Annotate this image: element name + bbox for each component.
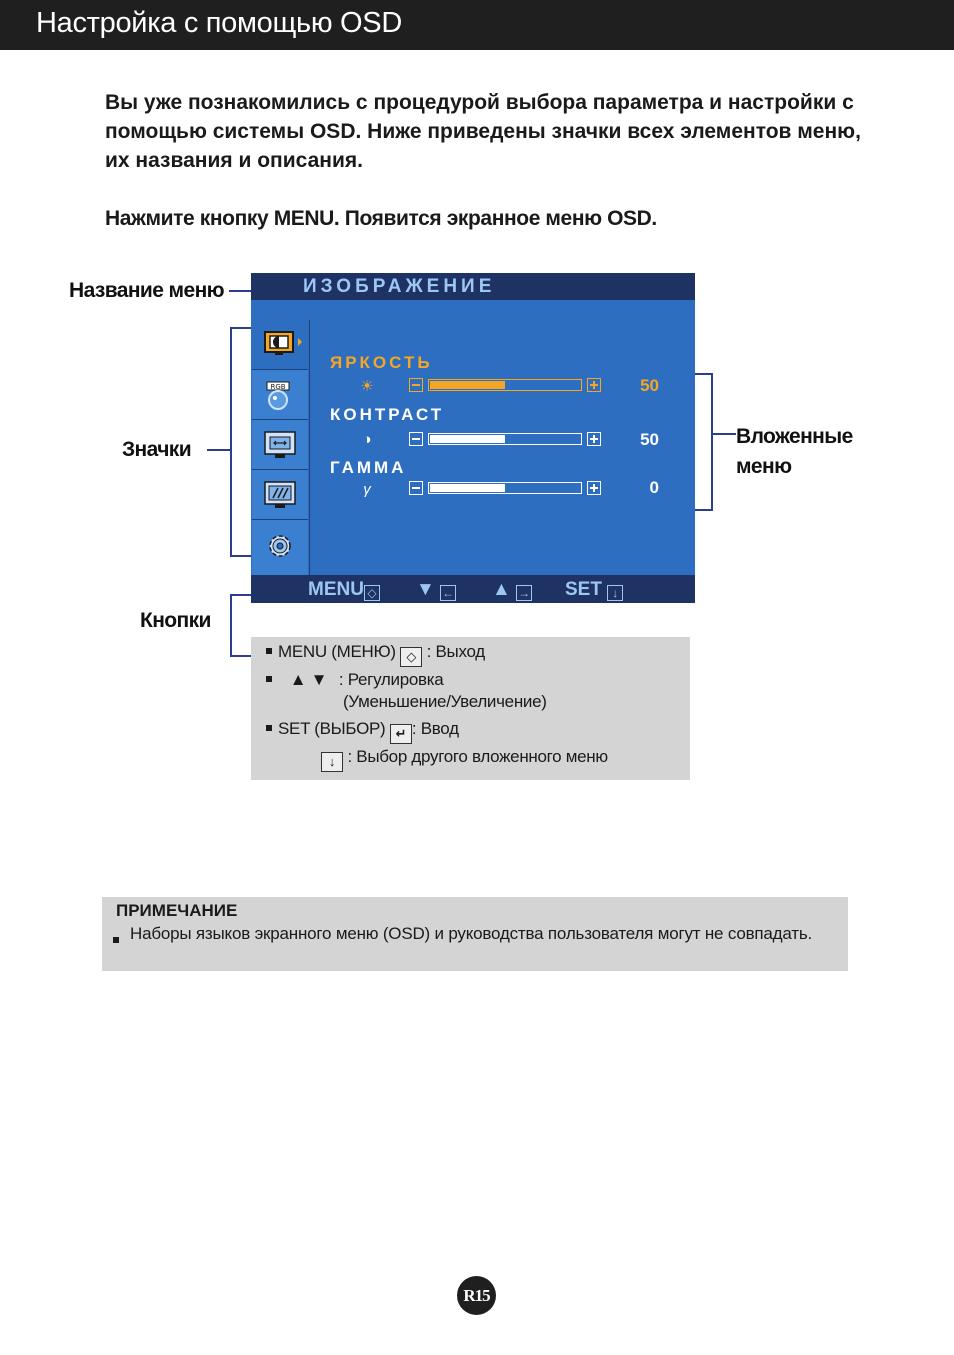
callout-line-icons — [207, 449, 231, 451]
minus-icon — [409, 432, 423, 446]
exit-icon: ◇ — [400, 647, 422, 667]
callout-buttons: Кнопки — [140, 609, 211, 632]
exit-icon: ◇ — [364, 585, 380, 601]
button-legend — [251, 637, 690, 780]
callout-menu-name: Название меню — [69, 279, 224, 302]
brightness-value: 50 — [640, 376, 659, 395]
down-key-icon: ↓ — [321, 752, 343, 772]
contrast-value: 50 — [640, 430, 659, 449]
intro-paragraph: Вы уже познакомились с процедурой выбора параметра и настройки с помощью системы OSD. Ниже приведены значки всех элементов меню, их названия и описания. — [105, 91, 861, 172]
callout-line-menu-name — [229, 290, 253, 292]
plus-icon — [587, 432, 601, 446]
osd-title-bar — [251, 273, 695, 300]
slider-fill — [430, 435, 505, 443]
slider-fill — [430, 381, 505, 389]
tracking-icon[interactable] — [252, 420, 308, 470]
legend-set-desc: : Ввод — [411, 719, 459, 738]
brightness-slider[interactable] — [409, 378, 605, 394]
bracket-buttons-top — [230, 594, 252, 596]
bullet — [266, 676, 272, 682]
bracket-buttons — [230, 594, 232, 656]
bracket-icons-bottom — [230, 555, 252, 557]
bracket-icons — [230, 327, 232, 556]
bullet — [266, 648, 272, 654]
note-title: ПРИМЕЧАНИЕ — [116, 901, 238, 920]
sun-icon: ☀ — [360, 378, 374, 395]
osd-icon-column — [251, 320, 310, 575]
bracket-submenus — [711, 373, 713, 511]
legend-next-desc: : Выбор другого вложенного меню — [347, 747, 608, 766]
osd-button-bar — [251, 575, 695, 603]
slider-track — [428, 433, 582, 445]
brightness-label: ЯРКОСТЬ — [330, 353, 433, 372]
slider-fill — [430, 484, 505, 492]
legend-menu — [266, 642, 485, 667]
gamma-value: 0 — [649, 478, 659, 497]
slider-track — [428, 482, 582, 494]
contrast-label: КОНТРАСТ — [330, 405, 445, 424]
legend-adjust — [266, 670, 443, 690]
bullet — [266, 725, 272, 731]
down-arrow-icon: ▼ — [416, 579, 435, 600]
header-bar — [0, 0, 954, 50]
legend-menu-label: MENU (МЕНЮ) — [278, 642, 396, 661]
plus-icon — [587, 481, 601, 495]
note-box — [102, 897, 848, 971]
picture-icon[interactable] — [252, 320, 308, 370]
menu-button[interactable] — [308, 579, 380, 601]
down-button[interactable] — [416, 579, 456, 601]
note-text: Наборы языков экранного меню (OSD) и руководства пользователя могут не совпадать. — [130, 924, 813, 943]
callout-icons: Значки — [122, 438, 192, 461]
bullet — [113, 937, 119, 943]
menu-button-label: MENU — [308, 579, 364, 600]
instruction-text: Нажмите кнопку MENU. Появится экранное меню OSD. — [105, 207, 657, 230]
rgb-label: RGB — [270, 383, 286, 391]
page-number: R15 — [457, 1276, 496, 1315]
osd-menu-screen — [251, 273, 695, 603]
contrast-icon: ◑ — [362, 431, 372, 448]
legend-set — [266, 719, 459, 744]
gear-icon[interactable] — [252, 520, 308, 575]
set-button[interactable] — [565, 579, 623, 601]
setup-icon[interactable] — [252, 470, 308, 520]
gamma-icon: γ — [363, 481, 371, 498]
rgb-color-icon[interactable] — [252, 370, 308, 420]
legend-set-label: SET (ВЫБОР) — [278, 719, 386, 738]
up-down-arrows-icon: ▲ ▼ — [289, 670, 328, 689]
up-arrow-icon: ▲ — [492, 579, 511, 600]
slider-track — [428, 379, 582, 391]
callout-submenus: Вложенные меню — [736, 425, 853, 478]
minus-icon — [409, 481, 423, 495]
minus-icon — [409, 378, 423, 392]
legend-next — [321, 747, 608, 772]
bracket-buttons-bottom — [230, 655, 252, 657]
osd-menu-title: ИЗОБРАЖЕНИЕ — [303, 276, 496, 297]
legend-adjust-desc2: (Уменьшение/Увеличение) — [343, 692, 547, 711]
down-key-icon: ↓ — [607, 585, 623, 601]
bracket-icons-top — [230, 327, 252, 329]
plus-icon — [587, 378, 601, 392]
left-arrow-key-icon: ← — [442, 586, 455, 600]
up-button[interactable] — [492, 579, 532, 601]
gamma-label: ГАММА — [330, 458, 407, 477]
contrast-slider[interactable] — [409, 432, 605, 448]
right-arrow-key-icon: → — [518, 586, 531, 600]
legend-adjust-desc: : Регулировка — [338, 670, 444, 689]
legend-menu-desc: : Выход — [426, 642, 485, 661]
set-button-label: SET — [565, 579, 602, 600]
page-title: Настройка с помощью OSD — [36, 7, 402, 39]
callout-line-submenus — [712, 433, 736, 435]
enter-icon: ↵ — [390, 724, 412, 744]
gamma-slider[interactable] — [409, 481, 605, 497]
